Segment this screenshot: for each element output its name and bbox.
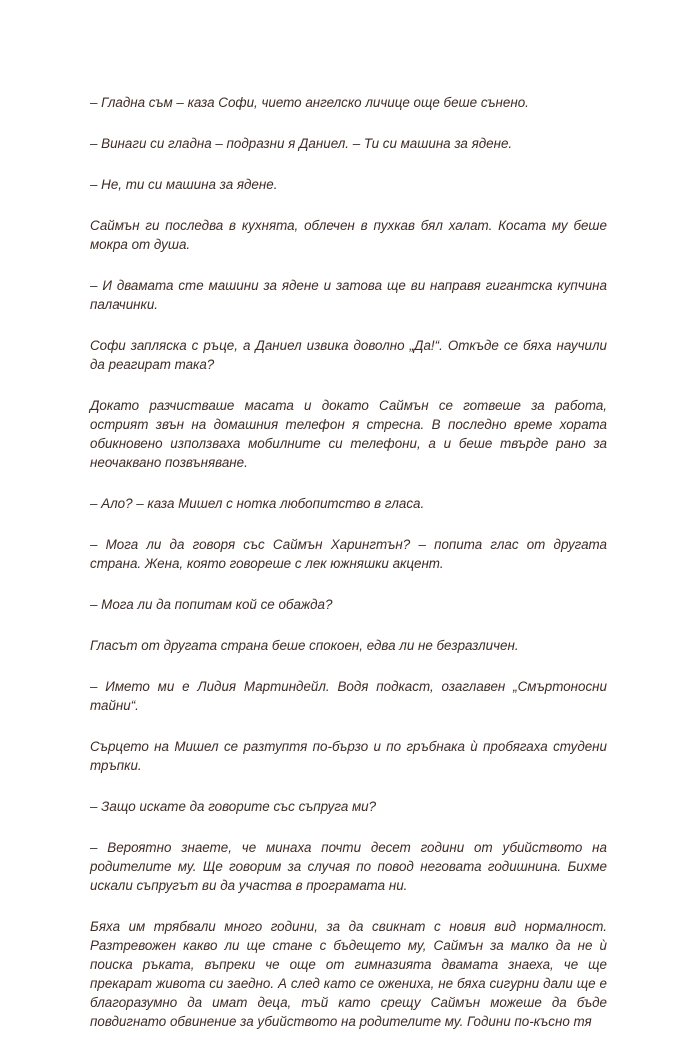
paragraph-6: Софи запляска с ръце, а Даниел извика доволно „Да!“. Откъде се бяха научили да реагират така? (90, 338, 607, 372)
paragraph-14: – Защо искате да говорите със съпруга ми? (90, 799, 377, 814)
paragraph-10: – Мога ли да попитам кой се обажда? (90, 597, 333, 612)
paragraph-8: – Ало? – каза Мишел с нотка любопитство в гласа. (90, 496, 425, 511)
paragraph-11: Гласът от другата страна беше спокоен, едва ли не безразличен. (90, 638, 519, 653)
paragraph-9: – Мога ли да говоря със Саймън Харингтън? – попита глас от другата страна. Жена, която говореше с лек южняшки акцент. (90, 537, 607, 571)
paragraph-13: Сърцето на Мишел се разтуптя по-бързо и по гръбнака ѝ пробягаха студени тръпки. (90, 739, 607, 773)
paragraph-16: Бяха им трябвали много години, за да свикнат с новия вид нормалност. Разтревожен какво ли ще стане с бъдещето му, Саймън за малко да не ѝ поиска ръката, въпреки че още от гимназията двамата знаеха, че ще прекарат живота си заедно. А след като се ожениха, не бяха сигурни дали ще е благоразумно да имат деца, тъй като срещу Саймън можеше да бъде повдигнато обвинение за убийството на родителите му. Години по-късно тя (90, 919, 607, 1029)
paragraph-3: – Не, ти си машина за ядене. (90, 177, 278, 192)
text-body (90, 93, 607, 1053)
paragraph-2: – Винаги си гладна – подразни я Даниел. – Ти си машина за ядене. (90, 136, 513, 151)
paragraph-12: – Името ми е Лидия Мартиндейл. Водя подкаст, озаглавен „Смъртоносни тайни“. (90, 679, 607, 713)
paragraph-1: – Гладна съм – каза Софи, чието ангелско личице още беше сънено. (90, 95, 529, 110)
paragraph-5: – И двамата сте машини за ядене и затова ще ви направя гигантска купчина палачинки. (90, 278, 607, 312)
paragraph-15: – Вероятно знаете, че минаха почти десет години от убийството на родителите му. Ще говорим за случая по повод неговата годишнина. Бихме искали съпругът ви да участва в програмата ни. (90, 840, 607, 893)
paragraph-7: Докато разчистваше масата и докато Саймън се готвеше за работа, острият звън на домашния телефон я стресна. В последно време хората обикновено използваха мобилните си телефони, а и беше твърде рано за неочаквано позвъняване. (90, 398, 607, 470)
paragraph-4: Саймън ги последва в кухнята, облечен в пухкав бял халат. Косата му беше мокра от душа. (90, 218, 607, 252)
